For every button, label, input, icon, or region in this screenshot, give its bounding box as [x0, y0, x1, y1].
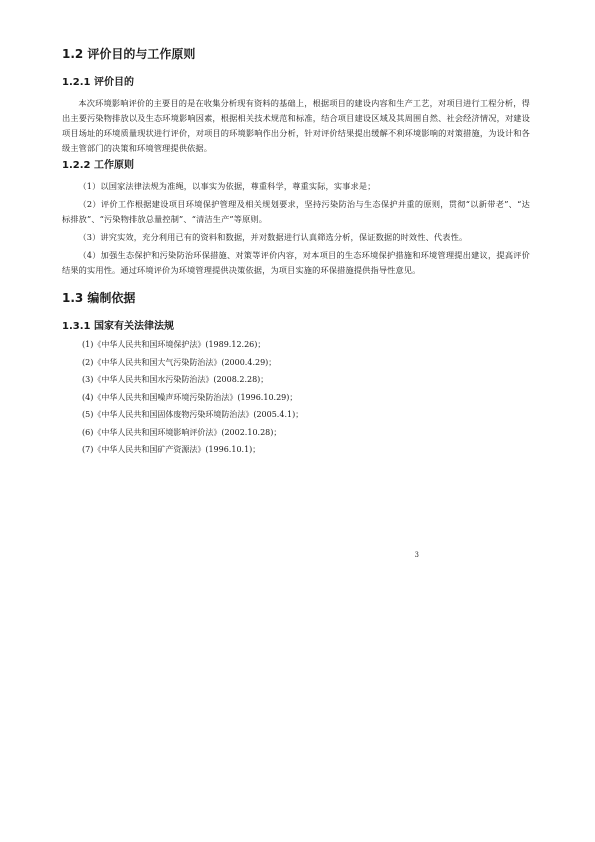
law-list-item: (7)《中华人民共和国矿产资源法》(1996.10.1)； [82, 445, 261, 454]
paragraph-evaluation-purpose: 本次环境影响评价的主要目的是在收集分析现有资料的基础上，根据项目的建设内容和生产工艺，对项目进行工程分析，得出主要污染物排放以及生态环境影响因素，根据相关技术规范和标准，结合项目建设区域及其周围自然、社会经济情况，对建设项目场址的环境质量现状进行评价，对项目的环境影响作出分析，针对评价结果提出缓解不利环境影响的对策措施，为设计和各级主管部门的决策和环境管理提供依据。 [62, 98, 530, 153]
law-list-item: (2)《中华人民共和国大气污染防治法》(2000.4.29)； [82, 357, 277, 367]
subsection-heading-1-2-1: 1.2.1 评价目的 [62, 77, 134, 88]
principle-paragraph-2: （2）评价工作根据建设项目环境保护管理及相关规划要求，坚持污染防治与生态保护并重的原则，贯彻“以新带老”、“达标排放”、“污染物排放总量控制”、“清洁生产”等原则。 [62, 199, 530, 224]
subsection-heading-1-3-1: 1.3.1 国家有关法律法规 [62, 321, 174, 332]
law-list-item: (1)《中华人民共和国环境保护法》(1989.12.26)； [82, 340, 266, 349]
law-list-item: (6)《中华人民共和国环境影响评价法》(2002.10.28)； [82, 427, 282, 437]
subsection-heading-1-2-2: 1.2.2 工作原则 [62, 160, 134, 171]
principle-paragraph-1: （1）以国家法律法规为准绳，以事实为依据，尊重科学，尊重实际，实事求是； [78, 181, 376, 191]
principle-paragraph-4: （4）加强生态保护和污染防治环保措施、对策等评价内容，对本项目的生态环境保护措施和环境管理提出建议，提高评价结果的实用性。通过环境评价为环境管理提供决策依据，为项目实施的环保措施提供指导性意见。 [62, 250, 530, 275]
law-list-item: (3)《中华人民共和国水污染防治法》(2008.2.28)； [82, 375, 269, 384]
law-list-item: (4)《中华人民共和国噪声环境污染防治法》(1996.10.29)； [82, 392, 298, 402]
page-number: 3 [414, 551, 419, 559]
section-heading-1-3: 1.3 编制依据 [62, 291, 136, 305]
section-heading-1-2: 1.2 评价目的与工作原则 [62, 47, 196, 61]
law-list-item: (5)《中华人民共和国固体废物污染环境防治法》(2005.4.1)； [82, 410, 304, 419]
page-content [62, 46, 530, 463]
principle-paragraph-3: （3）讲究实效，充分利用已有的资料和数据，并对数据进行认真筛选分析，保证数据的时效性、代表性。 [78, 232, 468, 242]
